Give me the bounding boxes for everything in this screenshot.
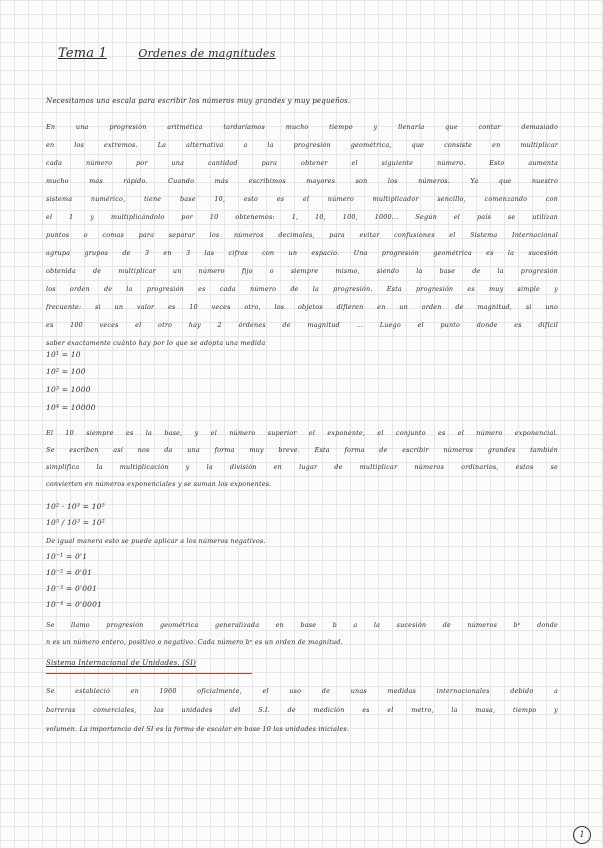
intro-line: Necesitamos una escala para escribir los números muy grandes y muy pequeños.	[46, 97, 351, 105]
paragraph-line: sistema numérico, tiene base 10, esto es el número multiplicador sencillo, comenzando con	[46, 195, 558, 203]
paragraph-line: el 1 y multiplicándolo por 10 obtenemos: 1, 10, 100, 1000... Según el país se utilizan	[46, 213, 558, 221]
paragraph-line: frecuente: si un valor es 10 veces otro, los objetos difieren en un orden de magnitud, si uno	[46, 303, 558, 311]
paragraph-line: Se llamo progresión geométrica generalizada en base b a la sucesión de números bⁿ donde	[46, 621, 558, 629]
paragraph-line: Se escriben así nos da una forma muy breve. Esta forma de escribir números grandes también	[46, 446, 558, 454]
paragraph-line: simplifica la multiplicación y la división en lugar de multiplicar números ordinarios, estos se	[46, 463, 558, 471]
paragraph-line: barreras comerciales, las unidades del S.I. de medición es el metro, la masa, tiempo y	[46, 706, 558, 714]
operation-item: 10⁵ / 10³ = 10²	[46, 518, 105, 527]
paragraph-line: agrupa grupos de 3 en 3 las cifras con un espacio. Una progresión geométrica es la sucesión	[46, 249, 558, 257]
paragraph-line: saber exactamente cuánto hay por lo que se adopta una medida	[46, 339, 266, 347]
paragraph-line: convierten en números exponenciales y se suman los exponentes.	[46, 480, 272, 488]
page-subtitle: Ordenes de magnitudes	[138, 47, 276, 60]
paragraph-line: puntos o comas para separar los números decimales, para evitar confusiones el Sistema Internacional	[46, 231, 558, 239]
negatives-intro: De igual manera esto se puede aplicar a los números negativos.	[46, 537, 266, 545]
power-item: 10¹ = 10	[46, 350, 81, 359]
paragraph-line: El 10 siempre es la base, y el número superior el exponente, el conjunto es el número exponencial.	[46, 429, 558, 437]
title-row	[58, 42, 276, 61]
negative-power-item: 10⁻³ = 0'001	[46, 584, 98, 593]
paragraph-line: n es un número entero, positivo o negativo. Cada número bⁿ es un orden de magnitud.	[46, 638, 343, 646]
negative-power-item: 10⁻² = 0'01	[46, 568, 93, 577]
paragraph-line: mucho más rápido. Cuando más escribimos mayores son los números. Ya que nuestro	[46, 177, 558, 185]
paragraph-line: Se estableció en 1960 oficialmente, el uso de unas medidas internacionales debido a	[46, 687, 558, 695]
si-heading-red-underline	[46, 673, 252, 674]
paragraph-line: obtenida de multiplicar un número fijo o siempre mismo, siendo la base de la progresión	[46, 267, 558, 275]
page-number: 1	[573, 826, 591, 844]
power-item: 10² = 100	[46, 367, 86, 376]
paragraph-line: En una progresión aritmética tardaríamos mucho tiempo y llenaría que contar demasiado	[46, 123, 558, 131]
negative-power-item: 10⁻⁴ = 0'0001	[46, 600, 103, 609]
paragraph-line: los orden de la progresión es cada número de la progresión. Esta progresión es muy simple y	[46, 285, 558, 293]
si-heading: Sistema Internacional de Unidades. (SI)	[46, 659, 197, 667]
paragraph-line: en los extremos. La alternativa a la progresión geométrica, que consiste en multiplicar	[46, 141, 558, 149]
paragraph-line: volumen. La importancia del SI es la forma de escalar en base 10 las unidades iniciales.	[46, 725, 350, 733]
power-item: 10⁴ = 10000	[46, 403, 96, 412]
page-title: Tema 1	[58, 46, 108, 61]
operation-item: 10² · 10³ = 10⁵	[46, 502, 105, 511]
negative-power-item: 10⁻¹ = 0'1	[46, 552, 88, 561]
paragraph-line: cada número por una cantidad para obtener el siguiente número. Esto aumenta	[46, 159, 558, 167]
paragraph-line: es 100 veces el otro hay 2 órdenes de magnitud ... Luego el punto donde es difícil	[46, 321, 558, 329]
power-item: 10³ = 1000	[46, 385, 91, 394]
